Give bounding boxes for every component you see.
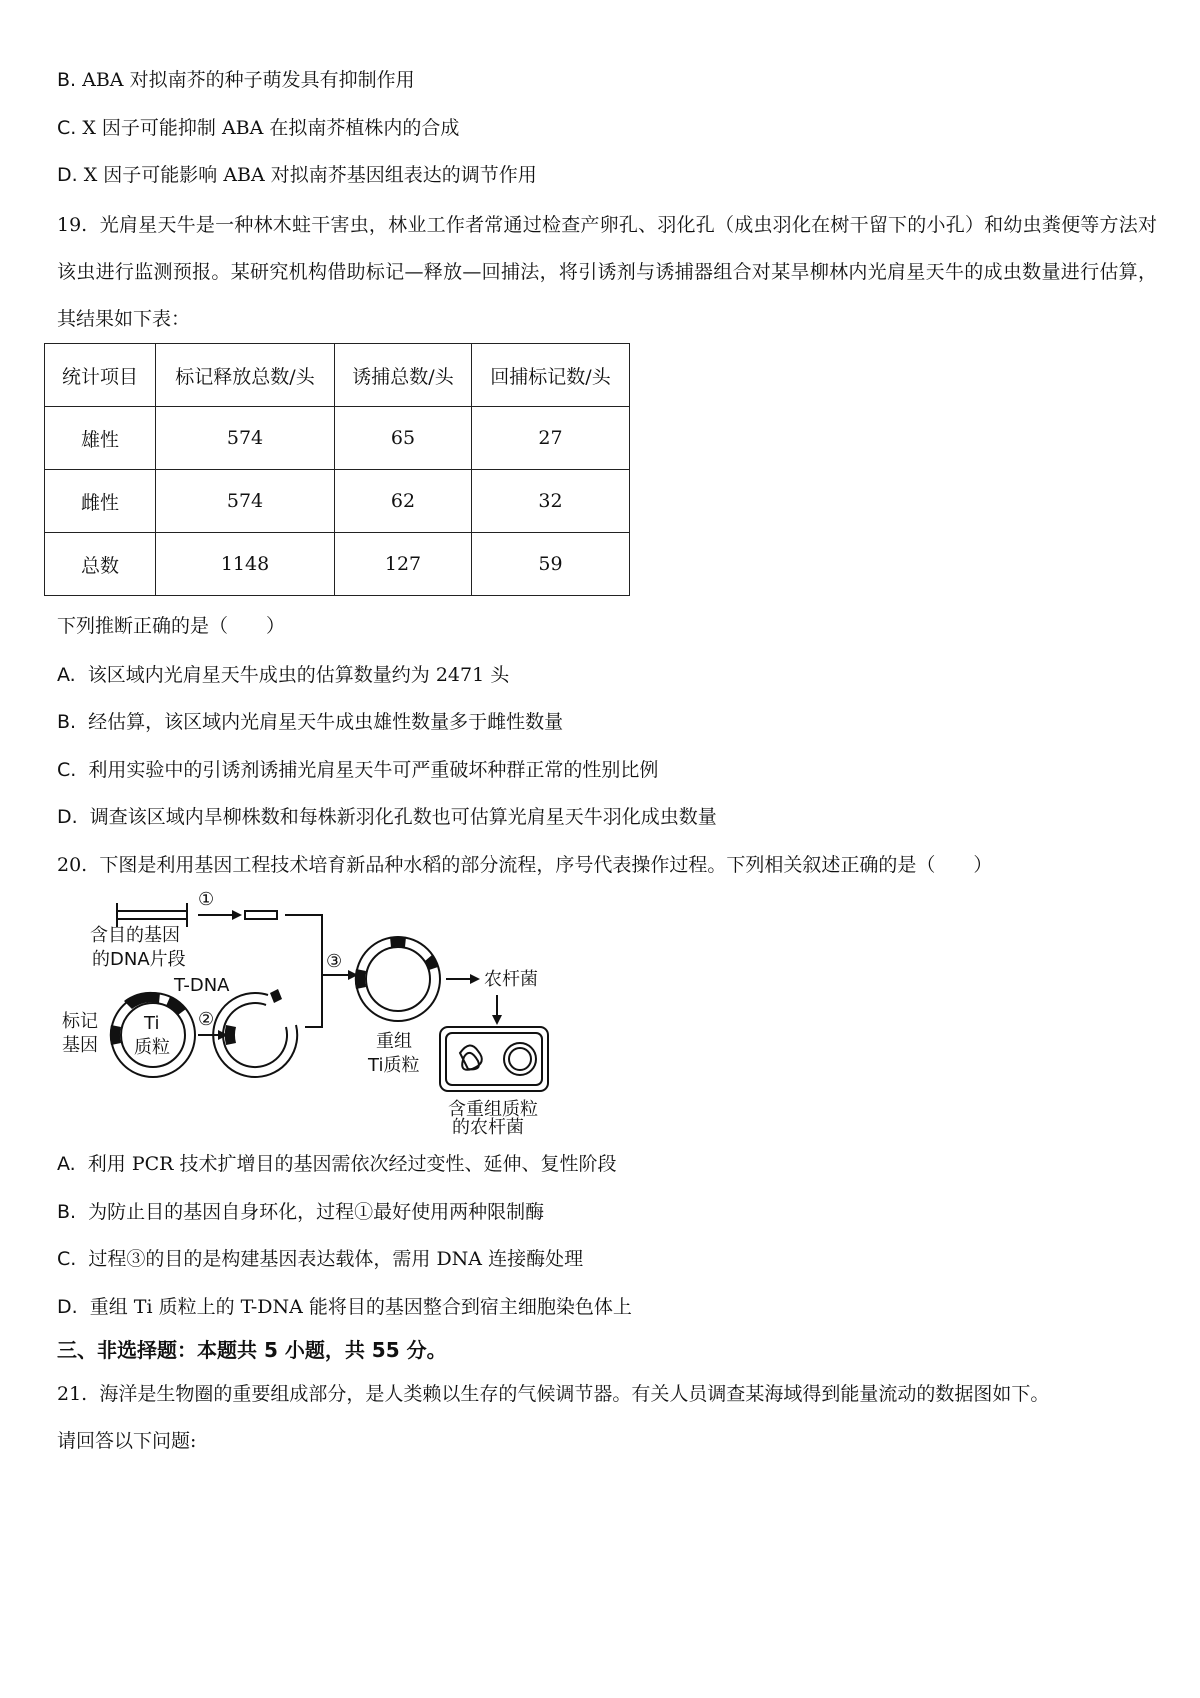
dna-fragment-label: 含目的基因 bbox=[90, 925, 180, 946]
q20-option-c: C. 过程③的目的是构建基因表达载体，需用 DNA 连接酶处理 bbox=[57, 1248, 584, 1270]
dna-fragment bbox=[117, 911, 187, 919]
section-heading: 三、非选择题：本题共 5 小题，共 55 分。 bbox=[57, 1338, 447, 1362]
table-cell: 574 bbox=[156, 407, 335, 470]
target-gene bbox=[245, 911, 277, 919]
table-cell: 32 bbox=[472, 470, 630, 533]
table-cell: 总数 bbox=[45, 533, 156, 596]
table-cell: 65 bbox=[335, 407, 472, 470]
agro-recombinant-label: 含重组质粒 bbox=[448, 1099, 538, 1120]
tdna-label: T-DNA bbox=[174, 975, 230, 996]
q21-stem: 21. 海洋是生物圈的重要组成部分，是人类赖以生存的气候调节器。有关人员调查某海域得到能量流动的数据图如下。 bbox=[57, 1383, 1050, 1405]
q20-option-a: A. 利用 PCR 技术扩增目的基因需依次经过变性、延伸、复性阶段 bbox=[57, 1153, 617, 1175]
table-header-cell: 诱捕总数/头 bbox=[335, 344, 472, 407]
dna-fragment-label-2: 的DNA片段 bbox=[92, 949, 186, 970]
marker-gene-label-2: 基因 bbox=[62, 1035, 98, 1056]
q19-stem: 19. 光肩星天牛是一种林木蛀干害虫，林业工作者常通过检查产卵孔、羽化孔（成虫羽化在树干留下的小孔）和幼虫粪便等方法对该虫进行监测预报。某研究机构借助标记—释放—回捕法，将引诱剂与诱捕器组合对某旱柳林内光肩星天牛的成虫数量进行估算，其结果如下表： bbox=[57, 214, 1157, 330]
table-header-row bbox=[45, 344, 630, 407]
option-c-prev: C. X 因子可能抑制 ABA 在拟南芥植株内的合成 bbox=[57, 117, 460, 139]
table-cell: 59 bbox=[472, 533, 630, 596]
ti-plasmid-label-2: 质粒 bbox=[134, 1037, 170, 1058]
table-row bbox=[45, 533, 630, 596]
q19-option-a: A. 该区域内光肩星天牛成虫的估算数量约为 2471 头 bbox=[57, 664, 510, 686]
agrobacterium-label: 农杆菌 bbox=[484, 969, 538, 990]
table-cell: 1148 bbox=[156, 533, 335, 596]
marker-gene-label: 标记 bbox=[62, 1011, 98, 1032]
option-d-prev: D. X 因子可能影响 ABA 对拟南芥基因组表达的调节作用 bbox=[57, 164, 537, 186]
table-cell: 雄性 bbox=[45, 407, 156, 470]
q19-option-d: D. 调查该区域内旱柳株数和每株新羽化孔数也可估算光肩星天牛羽化成虫数量 bbox=[57, 806, 717, 828]
q20-option-b: B. 为防止目的基因自身环化，过程①最好使用两种限制酶 bbox=[57, 1201, 545, 1223]
recombinant-label: 重组 bbox=[376, 1031, 412, 1052]
table-header-cell: 回捕标记数/头 bbox=[472, 344, 630, 407]
q20-stem: 20. 下图是利用基因工程技术培育新品种水稻的部分流程，序号代表操作过程。下列相关叙述正确的是（ ） bbox=[57, 854, 993, 876]
q19-option-c: C. 利用实验中的引诱剂诱捕光肩星天牛可严重破坏种群正常的性别比例 bbox=[57, 759, 659, 781]
option-b-prev: B. ABA 对拟南芥的种子萌发具有抑制作用 bbox=[57, 69, 415, 91]
table-cell: 62 bbox=[335, 470, 472, 533]
q19-prompt: 下列推断正确的是（ ） bbox=[57, 615, 286, 637]
table-row bbox=[45, 470, 630, 533]
q21-prompt: 请回答以下问题: bbox=[57, 1430, 197, 1452]
step-2-label: ② bbox=[198, 1009, 215, 1030]
table-cell: 127 bbox=[335, 533, 472, 596]
recombinant-plasmid bbox=[356, 937, 440, 1021]
agro-recombinant-label-2: 的农杆菌 bbox=[452, 1117, 524, 1135]
q19-option-b: B. 经估算，该区域内光肩星天牛成虫雄性数量多于雌性数量 bbox=[57, 711, 564, 733]
step-1-label: ① bbox=[198, 889, 215, 910]
table-cell: 574 bbox=[156, 470, 335, 533]
step-3-label: ③ bbox=[326, 951, 343, 972]
table-row bbox=[45, 407, 630, 470]
table-header-cell: 统计项目 bbox=[45, 344, 156, 407]
gene-engineering-diagram bbox=[0, 885, 600, 1135]
table-cell: 27 bbox=[472, 407, 630, 470]
recombinant-label-2: Ti质粒 bbox=[368, 1055, 420, 1076]
table-header-cell: 标记释放总数/头 bbox=[156, 344, 335, 407]
table-cell: 雌性 bbox=[45, 470, 156, 533]
ti-plasmid-label: Ti bbox=[144, 1013, 160, 1034]
q19-table bbox=[44, 343, 630, 596]
q20-option-d: D. 重组 Ti 质粒上的 T-DNA 能将目的基因整合到宿主细胞染色体上 bbox=[57, 1296, 632, 1318]
